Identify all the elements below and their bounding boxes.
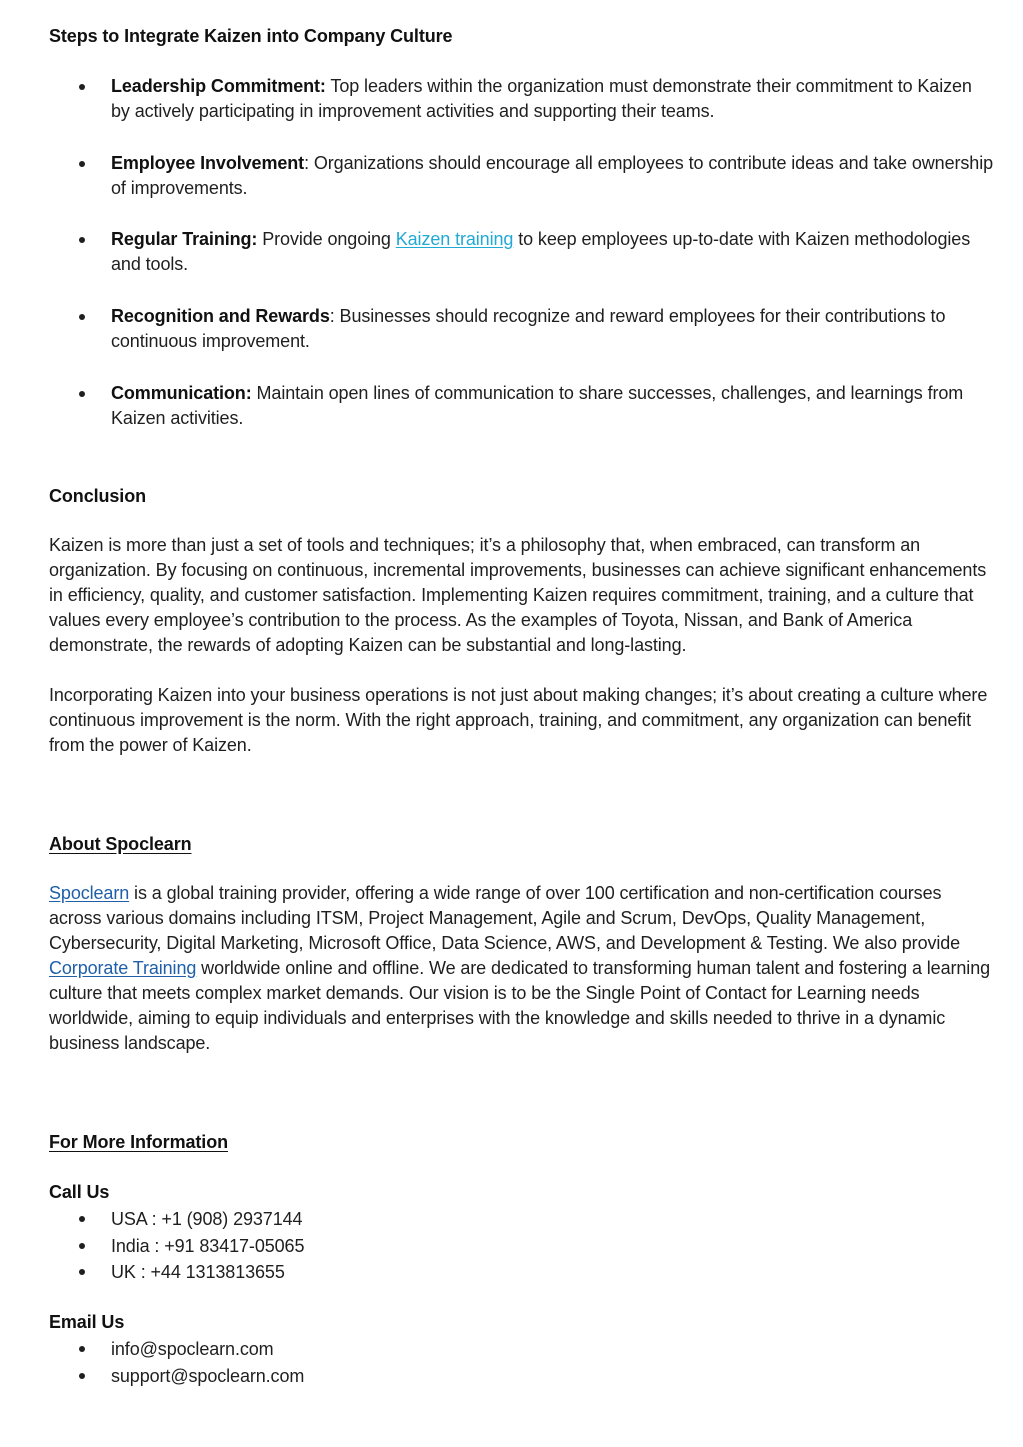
conclusion-paragraph-2: Incorporating Kaizen into your business operations is not just about making changes; it’s about creating a culture where continuous improvement is the norm. With the right approach, training, and commitment, any organization can benefit from the power of Kaizen.: [49, 685, 988, 755]
item-title: Regular Training:: [111, 229, 258, 249]
phone-india: India : +91 83417-05065: [111, 1235, 305, 1256]
list-item: [49, 151, 994, 201]
item-text: Top leaders within the organization must demonstrate their commitment to Kaizen by actively participating in improvement activities and supporting their teams.: [111, 76, 972, 121]
about-heading: About Spoclearn: [49, 834, 192, 854]
call-us-heading: Call Us: [49, 1182, 110, 1202]
email-info: info@spoclearn.com: [111, 1339, 274, 1359]
bullet-icon: [79, 1216, 85, 1222]
list-item: [49, 1206, 994, 1233]
item-text: : Businesses should recognize and reward employees for their contributions to continuous improvement.: [111, 306, 946, 351]
item-title: Communication:: [111, 383, 252, 403]
list-item: [49, 304, 994, 354]
phone-list: [49, 1206, 994, 1286]
bullet-icon: [79, 1269, 85, 1275]
item-title: Recognition and Rewards: [111, 306, 330, 326]
corporate-training-link[interactable]: Corporate Training: [49, 958, 197, 978]
email-list: [49, 1336, 994, 1389]
bullet-icon: [79, 314, 85, 320]
phone-uk: UK : +44 1313813655: [111, 1262, 285, 1282]
spoclearn-link[interactable]: Spoclearn: [49, 883, 130, 903]
item-title: Leadership Commitment:: [111, 76, 326, 96]
bullet-icon: [79, 1373, 85, 1379]
item-title: Employee Involvement: [111, 153, 305, 173]
list-item: [49, 227, 994, 277]
list-item: [49, 1363, 994, 1390]
steps-heading: Steps to Integrate Kaizen into Company Culture: [49, 26, 453, 46]
about-text: worldwide online and offline. We are dedicated to transforming human talent and fostering a learning culture that meets complex market demands. Our vision is to be the Single Point of Contact for Learning needs worldwide, aiming to equip individuals and enterprises with the knowledge and skills needed to thrive in a dynamic business landscape.: [49, 958, 991, 1053]
kaizen-training-link[interactable]: Kaizen training: [395, 229, 514, 249]
list-item: [49, 1233, 994, 1260]
steps-list: [49, 74, 994, 431]
about-paragraph: [49, 881, 994, 1056]
list-item: [49, 1336, 994, 1363]
list-item: [49, 1259, 994, 1286]
about-text: is a global training provider, offering a wide range of over 100 certification and non-certification courses across various domains including ITSM, Project Management, Agile and Scrum, DevOps, Quality Management, Cybersecurity, Digital Marketing, Microsoft Office, Data Science, AWS, and Development & Testing. We also provide: [49, 883, 961, 953]
bullet-icon: [79, 237, 85, 243]
item-text: Maintain open lines of communication to share successes, challenges, and learnings from Kaizen activities.: [111, 383, 964, 428]
email-support: support@spoclearn.com: [111, 1365, 305, 1386]
bullet-icon: [79, 1243, 85, 1249]
item-text: to keep employees up-to-date with Kaizen methodologies and tools.: [111, 229, 971, 274]
email-us-heading: Email Us: [49, 1312, 125, 1332]
item-text: Provide ongoing: [257, 229, 396, 249]
bullet-icon: [79, 1346, 85, 1352]
conclusion-heading: Conclusion: [49, 486, 146, 506]
more-info-heading: For More Information: [49, 1132, 228, 1152]
item-text: : Organizations should encourage all employees to contribute ideas and take ownership of improvements.: [111, 153, 994, 198]
list-item: [49, 381, 994, 431]
list-item: [49, 74, 994, 124]
phone-usa: USA : +1 (908) 2937144: [111, 1209, 303, 1229]
bullet-icon: [79, 84, 85, 90]
conclusion-paragraph-1: Kaizen is more than just a set of tools and techniques; it’s a philosophy that, when embraced, can transform an organization. By focusing on continuous, incremental improvements, businesses can achieve significant enhancements in efficiency, quality, and customer satisfaction. Implementing Kaizen requires commitment, training, and a culture that values every employee’s contribution to the process. As the examples of Toyota, Nissan, and Bank of America demonstrate, the rewards of adopting Kaizen can be substantial and long-lasting.: [49, 535, 987, 655]
bullet-icon: [79, 391, 85, 397]
bullet-icon: [79, 161, 85, 167]
